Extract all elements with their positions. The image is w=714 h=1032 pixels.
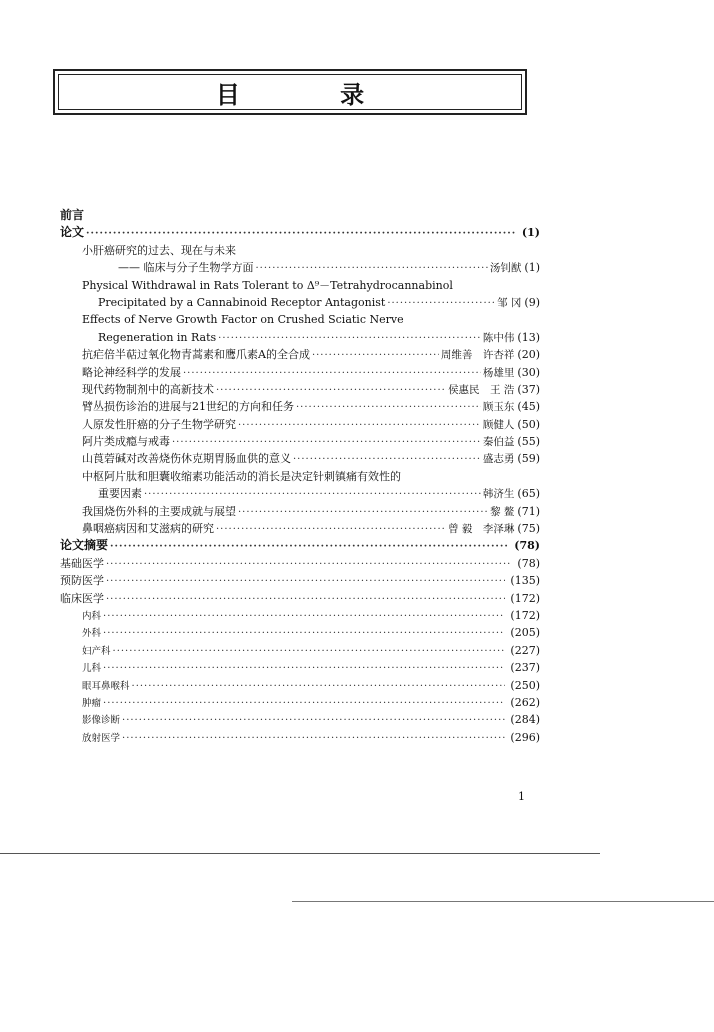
toc-entry-page: (135) [510,574,540,588]
toc-entry-title: 临床医学 [60,591,104,605]
toc-entry[interactable] [60,364,540,381]
toc-entry[interactable] [60,555,540,572]
toc-entry-page: (13) [517,330,540,344]
toc-entry-title: 肿瘤 [82,697,102,709]
leader-dots [218,330,481,347]
toc-entry-title: 鼻咽癌病因和艾滋病的研究 [82,522,214,536]
toc-entry-page: (1) [524,261,540,275]
toc-entry[interactable] [60,677,540,694]
toc-entry-title: Effects of Nerve Growth Factor on Crushed Sciatic Nerve [82,313,404,327]
leader-dots [103,660,505,677]
toc-entry-page: (75) [517,522,540,536]
scan-line [292,901,714,902]
toc-entry-title: 内科 [82,610,102,622]
toc-entry-title: 抗疟倍半萜过氧化物青蒿素和鹰爪素A的全合成 [82,348,310,362]
toc-entry-page: (71) [517,504,540,518]
leader-dots [238,417,481,434]
leader-dots [113,643,506,660]
title-frame [53,69,527,115]
toc-entry-title: 略论神经科学的发展 [82,365,181,379]
leader-dots [256,260,488,277]
toc-entry[interactable] [60,659,540,676]
toc-entry-author: 盛志勇 [482,453,515,466]
leader-dots [110,538,509,555]
toc-entry-title: —— 临床与分子生物学方面 [118,261,254,275]
table-of-contents [60,207,540,746]
toc-entry-title: 阿片类成瘾与戒毒 [82,435,170,449]
toc-entry-author: 韩济生 [482,488,515,501]
toc-entry[interactable] [60,607,540,624]
toc-entry-page: (1) [521,226,540,240]
toc-entry-title: 预防医学 [60,574,104,588]
toc-entry-page: (37) [517,382,540,396]
leader-dots [216,521,446,538]
toc-entry-page: (250) [510,678,540,692]
leader-dots [312,347,439,364]
toc-entry-author: 曾 毅 李泽琳 [448,523,515,536]
toc-entry-title: 人原发性肝癌的分子生物学研究 [82,417,236,431]
toc-entry-author: 顾玉东 [482,401,515,414]
toc-entry-page: (172) [510,608,540,622]
toc-entry-page: (59) [517,452,540,466]
leader-dots [144,486,481,503]
toc-entry-author: 秦伯益 [482,436,515,449]
toc-entry-author: 汤钊猷 [489,262,522,275]
leader-dots [132,678,506,695]
leader-dots [106,556,512,573]
toc-entry-title: 山莨菪碱对改善烧伤休克期胃肠血供的意义 [82,452,291,466]
toc-entry[interactable] [60,537,540,554]
toc-entry-page: (284) [510,713,540,727]
toc-entry-title: 儿科 [82,663,102,675]
toc-entry-page: (172) [510,591,540,605]
page-number: 1 [518,790,525,803]
toc-entry[interactable] [60,311,540,328]
title-inner-frame [58,74,522,110]
toc-entry-page: (296) [510,730,540,744]
toc-entry-title: 眼耳鼻喉科 [82,680,130,692]
toc-entry-title: 中枢阿片肽和胆囊收缩素功能活动的消长是决定针刺镇痛有效性的 [82,469,401,483]
toc-entry-page: (227) [510,643,540,657]
leader-dots [183,365,481,382]
toc-entry-author: 邹 冈 [497,296,522,309]
toc-entry-page: (20) [517,348,540,362]
leader-dots [106,591,505,608]
toc-entry-title: 论文 [60,225,85,240]
toc-entry[interactable] [60,242,540,259]
toc-entry[interactable] [60,485,540,502]
leader-dots [103,625,505,642]
toc-entry-title: Regeneration in Rats [98,330,217,344]
toc-entry[interactable] [60,346,540,363]
toc-entry[interactable] [60,468,540,485]
toc-entry[interactable] [60,624,540,641]
toc-entry[interactable] [60,711,540,728]
toc-entry-title: 前言 [60,208,85,222]
toc-entry[interactable] [60,294,540,311]
leader-dots [296,399,481,416]
leader-dots [103,608,505,625]
toc-entry-page: (9) [524,295,540,309]
toc-entry-author: 侯惠民 王 浩 [448,383,515,396]
toc-entry[interactable] [60,729,540,746]
toc-entry[interactable] [60,224,540,241]
toc-entry[interactable] [60,572,540,589]
toc-entry-title: 重要因素 [98,487,142,501]
toc-entry-title: 外科 [82,628,102,640]
leader-dots [387,295,495,312]
toc-entry[interactable] [60,259,540,276]
toc-entry-title: Precipitated by a Cannabinoid Receptor Antagonist [98,295,386,309]
toc-entry-page: (237) [510,661,540,675]
toc-entry-page: (78) [517,556,540,570]
leader-dots [86,225,517,242]
toc-entry-title: 影像诊断 [82,715,121,727]
toc-entry-title: 基础医学 [60,556,104,570]
toc-entry-author: 陈中伟 [482,331,515,344]
toc-entry[interactable] [60,207,540,224]
toc-entry[interactable] [60,277,540,294]
toc-entry[interactable] [60,398,540,415]
toc-entry-title: 放射医学 [82,732,121,744]
leader-dots [216,382,446,399]
toc-entry-page: (78) [514,539,540,553]
toc-entry[interactable] [60,329,540,346]
toc-entry[interactable] [60,642,540,659]
scan-line [0,853,600,854]
toc-entry[interactable] [60,503,540,520]
leader-dots [172,434,481,451]
toc-entry-title: 臂丛损伤诊治的进展与21世纪的方向和任务 [82,400,294,414]
toc-entry-author: 杨雄里 [482,366,515,379]
toc-entry-page: (45) [517,400,540,414]
leader-dots [106,573,505,590]
toc-entry-page: (55) [517,435,540,449]
toc-entry-title: 我国烧伤外科的主要成就与展望 [82,504,236,518]
toc-entry-title: Physical Withdrawal in Rats Tolerant to Δ⁹－Tetrahydrocannabinol [82,278,453,292]
toc-entry-page: (262) [510,695,540,709]
toc-entry-page: (65) [517,487,540,501]
toc-entry-page: (50) [517,417,540,431]
toc-entry-author: 黎 鳌 [490,505,515,518]
toc-entry[interactable] [60,694,540,711]
leader-dots [103,695,505,712]
toc-entry[interactable] [60,590,540,607]
toc-entry-author: 顾健人 [482,418,515,431]
toc-entry-title: 现代药物制剂中的高新技术 [82,382,214,396]
leader-dots [122,730,505,747]
toc-entry-title: 论文摘要 [60,538,109,553]
toc-entry-page: (205) [510,626,540,640]
toc-entry[interactable] [60,381,540,398]
leader-dots [122,712,505,729]
toc-entry-page: (30) [517,365,540,379]
page-title: 目 录 [215,79,411,109]
toc-entry[interactable] [60,416,540,433]
toc-entry-title: 小肝癌研究的过去、现在与未来 [82,243,236,257]
leader-dots [293,451,481,468]
toc-entry-author: 周维善 许杏祥 [440,349,515,362]
toc-entry[interactable] [60,433,540,450]
toc-entry-title: 妇产科 [82,645,111,657]
toc-entry[interactable] [60,520,540,537]
toc-entry[interactable] [60,450,540,467]
leader-dots [238,504,488,521]
